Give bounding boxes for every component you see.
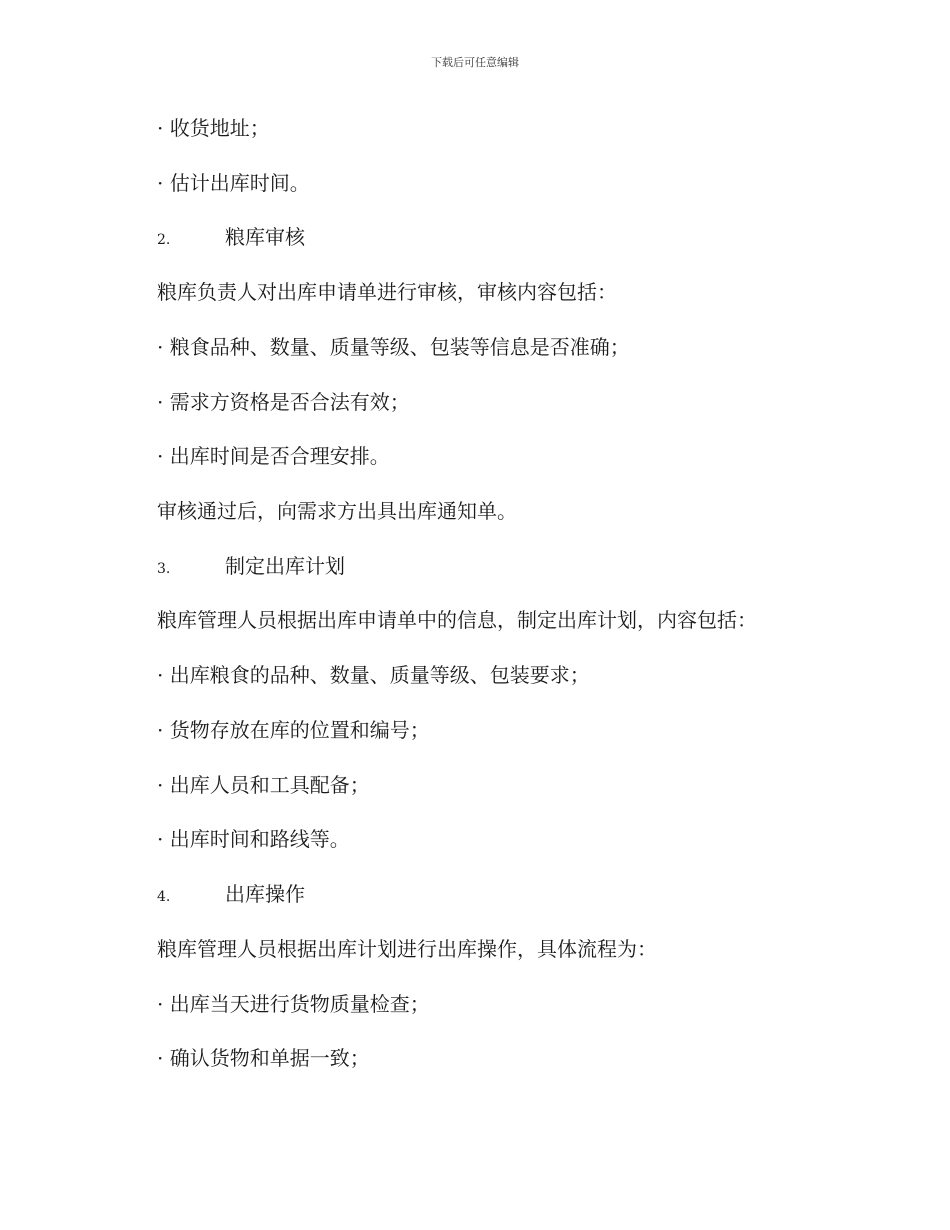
- paragraph: 粮库管理人员根据出库申请单中的信息，制定出库计划，内容包括：: [157, 608, 757, 632]
- paragraph: 粮库管理人员根据出库计划进行出库操作，具体流程为：: [157, 937, 657, 961]
- section-title: 粮库审核: [225, 225, 305, 249]
- section-title: 出库操作: [225, 882, 305, 906]
- bullet-item: · 估计出库时间。: [157, 171, 310, 195]
- bullet-item: · 需求方资格是否合法有效；: [157, 390, 410, 414]
- section-number: 4.: [157, 889, 171, 905]
- paragraph: 审核通过后，向需求方出具出库通知单。: [157, 499, 517, 523]
- page-header: 下载后可任意编辑: [431, 56, 519, 69]
- bullet-item: · 货物存放在库的位置和编号；: [157, 718, 430, 742]
- bullet-item: · 收货地址；: [157, 116, 270, 140]
- section-heading: [157, 553, 345, 582]
- bullet-item: · 出库时间是否合理安排。: [157, 444, 390, 468]
- paragraph: 粮库负责人对出库申请单进行审核，审核内容包括：: [157, 280, 617, 304]
- section-number: 2.: [157, 232, 171, 248]
- section-heading: [157, 881, 305, 910]
- bullet-item: · 出库粮食的品种、数量、质量等级、包装要求；: [157, 663, 590, 687]
- bullet-item: · 出库时间和路线等。: [157, 827, 350, 851]
- bullet-item: · 出库人员和工具配备；: [157, 773, 370, 797]
- bullet-item: · 出库当天进行货物质量检查；: [157, 992, 430, 1016]
- section-heading: [157, 224, 305, 253]
- section-number: 3.: [157, 561, 171, 577]
- section-title: 制定出库计划: [225, 554, 345, 578]
- bullet-item: · 确认货物和单据一致；: [157, 1046, 370, 1070]
- bullet-item: · 粮食品种、数量、质量等级、包装等信息是否准确；: [157, 335, 630, 359]
